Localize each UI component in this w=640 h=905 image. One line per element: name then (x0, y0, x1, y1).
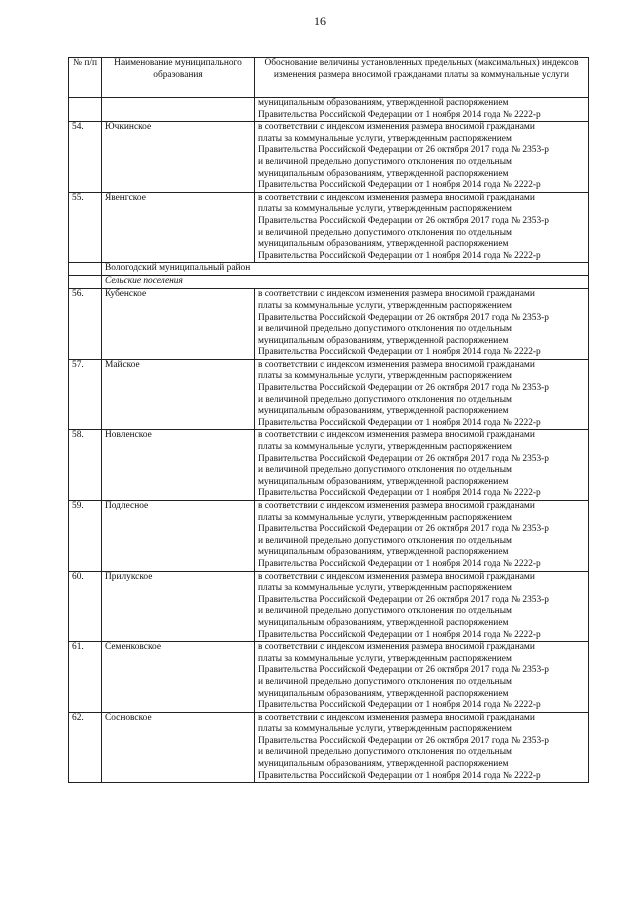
row-num: 55. (69, 192, 102, 263)
subsection-name: Сельские поселения (102, 276, 589, 289)
continuation-text: муниципальным образованиям, утвержденной распоряжением Правительства Российской Федерации от 1 ноября 2014 года № 2222-р (255, 98, 589, 122)
row-num: 56. (69, 289, 102, 360)
row-name: Сосновское (102, 712, 255, 783)
row-num: 60. (69, 571, 102, 642)
table-row (69, 289, 589, 360)
row-basis: в соответствии с индексом изменения размера вносимой гражданами платы за коммунальные услуги, утвержденным распоряжением Правительства Российской Федерации от 26 октября 2017 года № 2353-р и величиной предельно допустимого отклонения по отдельным муниципальным образованиям, утвержденной распоряжением Правительства Российской Федерации от 1 ноября 2014 года № 2222-р (255, 501, 589, 572)
rows-a (69, 122, 589, 263)
district-row (69, 263, 589, 276)
row-basis: в соответствии с индексом изменения размера вносимой гражданами платы за коммунальные услуги, утвержденным распоряжением Правительства Российской Федерации от 26 октября 2017 года № 2353-р и величиной предельно допустимого отклонения по отдельным муниципальным образованиям, утвержденной распоряжением Правительства Российской Федерации от 1 ноября 2014 года № 2222-р (255, 289, 589, 360)
continuation-row (69, 98, 589, 122)
row-basis: в соответствии с индексом изменения размера вносимой гражданами платы за коммунальные услуги, утвержденным распоряжением Правительства Российской Федерации от 26 октября 2017 года № 2353-р и величиной предельно допустимого отклонения по отдельным муниципальным образованиям, утвержденной распоряжением Правительства Российской Федерации от 1 ноября 2014 года № 2222-р (255, 642, 589, 713)
rows-b (69, 289, 589, 783)
row-basis: в соответствии с индексом изменения размера вносимой гражданами платы за коммунальные услуги, утвержденным распоряжением Правительства Российской Федерации от 26 октября 2017 года № 2353-р и величиной предельно допустимого отклонения по отдельным муниципальным образованиям, утвержденной распоряжением Правительства Российской Федерации от 1 ноября 2014 года № 2222-р (255, 430, 589, 501)
row-name: Новленское (102, 430, 255, 501)
row-name: Ючкинское (102, 122, 255, 193)
row-num: 59. (69, 501, 102, 572)
table-row (69, 359, 589, 430)
district-name: Вологодский муниципальный район (102, 263, 589, 276)
table-header-row (69, 58, 589, 98)
row-basis: в соответствии с индексом изменения размера вносимой гражданами платы за коммунальные услуги, утвержденным распоряжением Правительства Российской Федерации от 26 октября 2017 года № 2353-р и величиной предельно допустимого отклонения по отдельным муниципальным образованиям, утвержденной распоряжением Правительства Российской Федерации от 1 ноября 2014 года № 2222-р (255, 122, 589, 193)
table-row (69, 501, 589, 572)
municipal-index-table (68, 57, 589, 783)
subsection-row (69, 276, 589, 289)
table-row (69, 192, 589, 263)
table-row (69, 712, 589, 783)
row-name: Явенгское (102, 192, 255, 263)
table-row (69, 430, 589, 501)
table-row (69, 122, 589, 193)
page-number: 16 (314, 14, 326, 28)
header-num: № п/п (69, 58, 102, 98)
row-basis: в соответствии с индексом изменения размера вносимой гражданами платы за коммунальные услуги, утвержденным распоряжением Правительства Российской Федерации от 26 октября 2017 года № 2353-р и величиной предельно допустимого отклонения по отдельным муниципальным образованиям, утвержденной распоряжением Правительства Российской Федерации от 1 ноября 2014 года № 2222-р (255, 192, 589, 263)
row-basis: в соответствии с индексом изменения размера вносимой гражданами платы за коммунальные услуги, утвержденным распоряжением Правительства Российской Федерации от 26 октября 2017 года № 2353-р и величиной предельно допустимого отклонения по отдельным муниципальным образованиям, утвержденной распоряжением Правительства Российской Федерации от 1 ноября 2014 года № 2222-р (255, 712, 589, 783)
row-num: 58. (69, 430, 102, 501)
row-name: Подлесное (102, 501, 255, 572)
row-basis: в соответствии с индексом изменения размера вносимой гражданами платы за коммунальные услуги, утвержденным распоряжением Правительства Российской Федерации от 26 октября 2017 года № 2353-р и величиной предельно допустимого отклонения по отдельным муниципальным образованиям, утвержденной распоряжением Правительства Российской Федерации от 1 ноября 2014 года № 2222-р (255, 359, 589, 430)
row-name: Семенковское (102, 642, 255, 713)
table-row (69, 642, 589, 713)
header-basis: Обоснование величины установленных предельных (максимальных) индексов изменения размера вносимой гражданами платы за коммунальные услуги (255, 58, 589, 98)
row-name: Кубенское (102, 289, 255, 360)
row-name: Прилукское (102, 571, 255, 642)
row-basis: в соответствии с индексом изменения размера вносимой гражданами платы за коммунальные услуги, утвержденным распоряжением Правительства Российской Федерации от 26 октября 2017 года № 2353-р и величиной предельно допустимого отклонения по отдельным муниципальным образованиям, утвержденной распоряжением Правительства Российской Федерации от 1 ноября 2014 года № 2222-р (255, 571, 589, 642)
row-num: 62. (69, 712, 102, 783)
row-num: 54. (69, 122, 102, 193)
row-name: Майское (102, 359, 255, 430)
table-row (69, 571, 589, 642)
row-num: 61. (69, 642, 102, 713)
row-num: 57. (69, 359, 102, 430)
header-name: Наименование муниципального образования (102, 58, 255, 98)
